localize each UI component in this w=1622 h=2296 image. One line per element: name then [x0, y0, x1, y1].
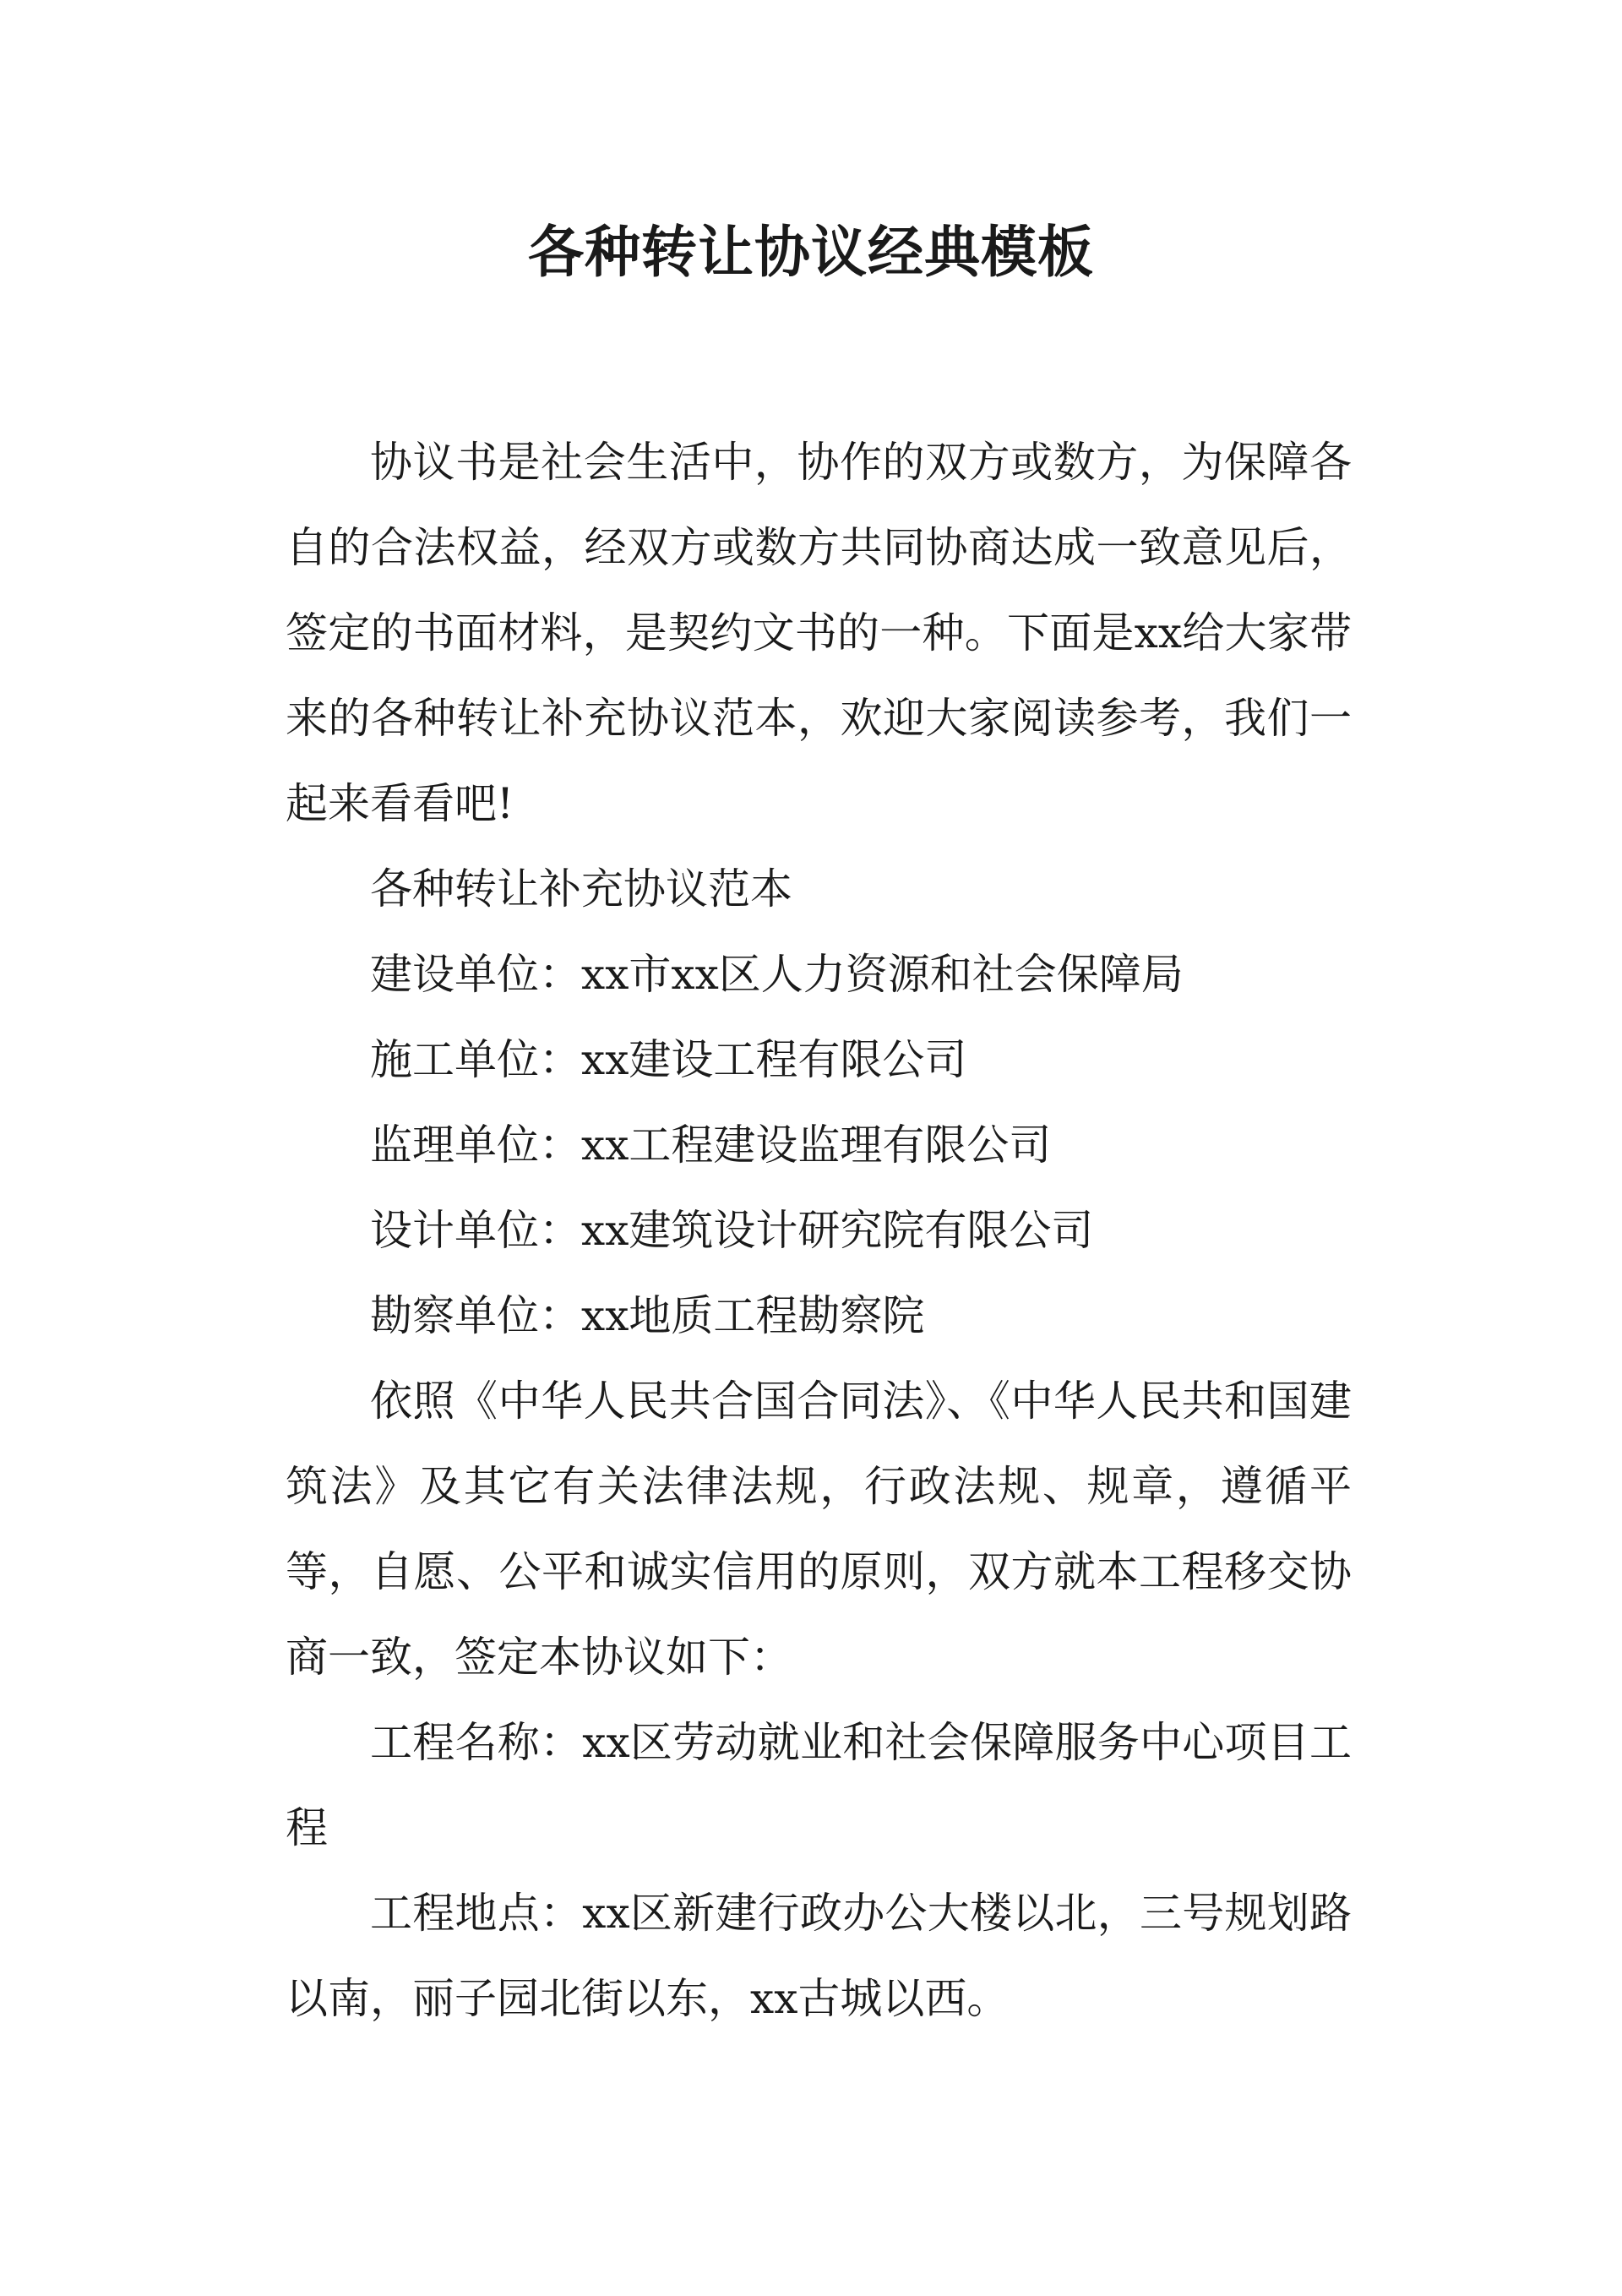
builder-unit-line: 施工单位：xx建设工程有限公司: [370, 1035, 967, 1084]
intro-paragraph: 协议书是社会生活中，协作的双方或数方，为保障各自的合法权益，经双方或数方共同协商达成一致意见后，签定的书面材料，是契约文书的一种。下面是xx给大家带来的各种转让补充协议范本，欢迎大家阅读参考，我们一起来看看吧!: [286, 438, 1352, 828]
survey-unit-line: 勘察单位：xx地质工程勘察院: [370, 1291, 925, 1340]
project-name-paragraph: 工程名称：xx区劳动就业和社会保障服务中心项目工程: [286, 1718, 1352, 1852]
project-location-paragraph: 工程地点：xx区新建行政办公大楼以北，三号规划路以南，丽子园北街以东，xx古城以西。: [286, 1889, 1352, 2023]
document-title: 各种转让协议经典模板: [528, 219, 1094, 285]
design-unit-line: 设计单位：xx建筑设计研究院有限公司: [370, 1206, 1094, 1255]
construction-unit-line: 建设单位：xx市xx区人力资源和社会保障局: [370, 950, 1184, 999]
supervision-unit-line: 监理单位：xx工程建设监理有限公司: [370, 1121, 1052, 1170]
section-heading: 各种转让补充协议范本: [370, 864, 792, 913]
legal-basis-paragraph: 依照《中华人民共合国合同法》、《中华人民共和国建筑法》及其它有关法律法规，行政法规、规章，遵循平等，自愿、公平和诚实信用的原则，双方就本工程移交协商一致，签定本协议如下：: [286, 1377, 1352, 1682]
document-body: [286, 420, 1352, 2042]
